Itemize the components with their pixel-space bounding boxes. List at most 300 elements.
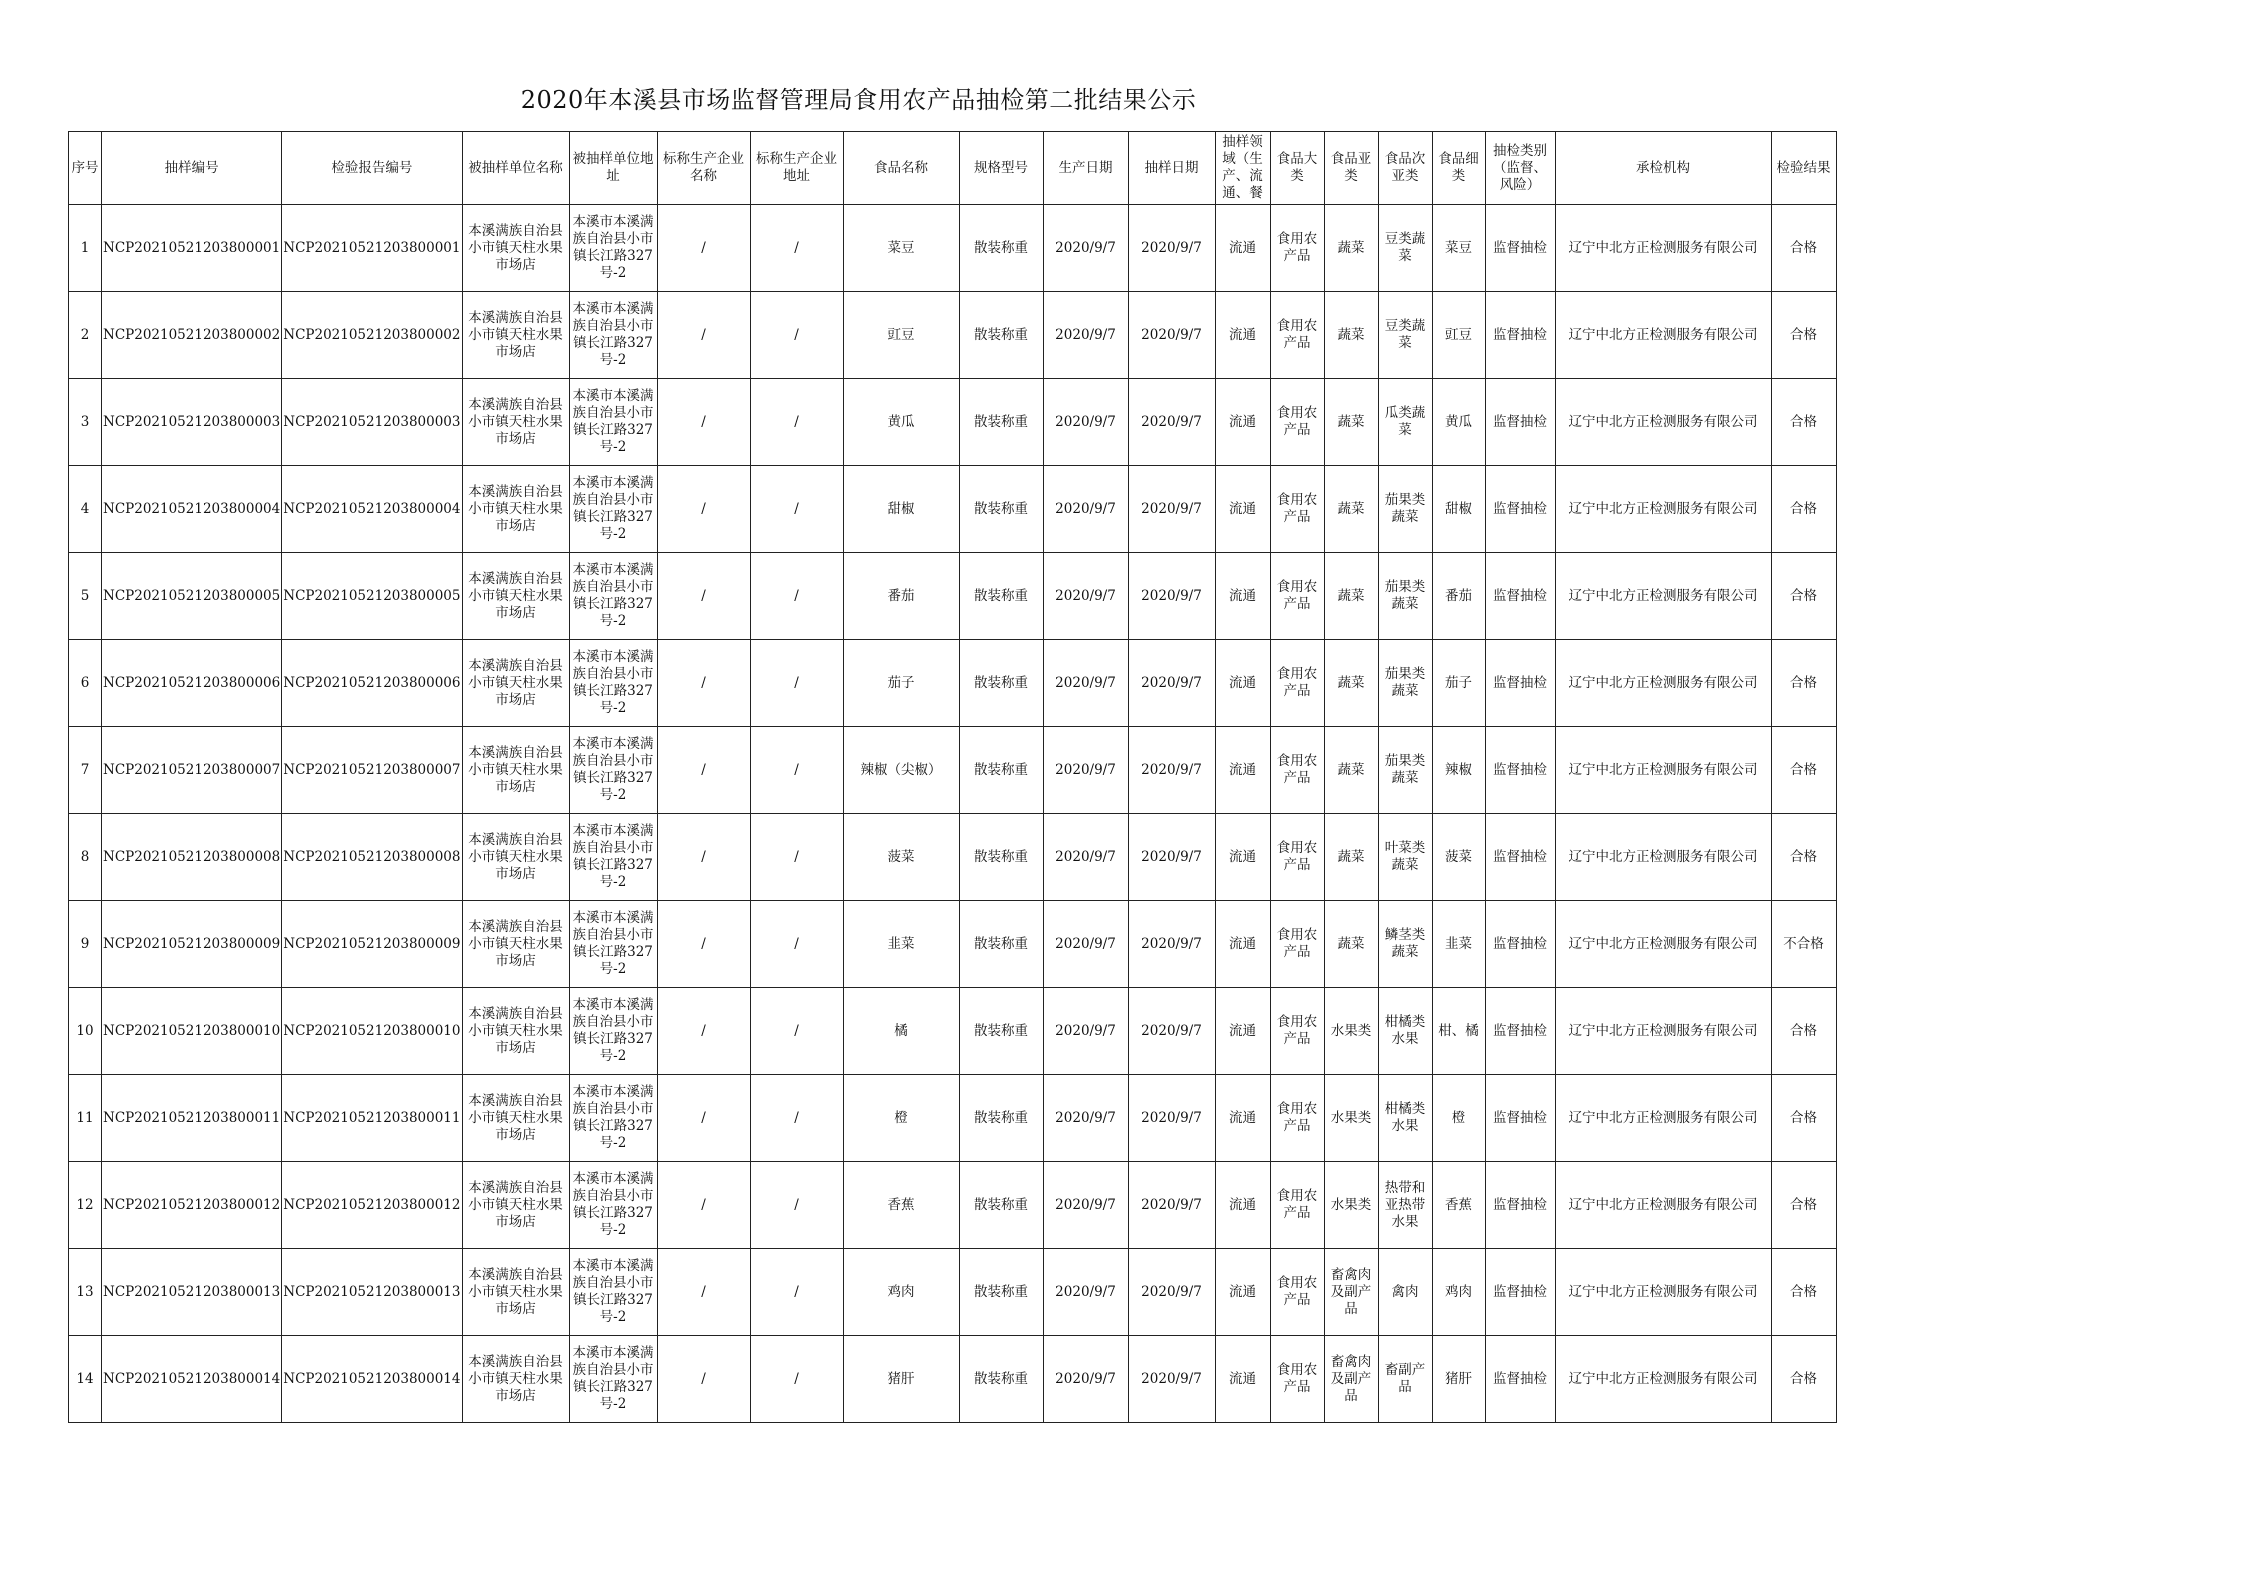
cell-cat3: 叶菜类蔬菜	[1378, 814, 1432, 901]
cell-cat3: 豆类蔬菜	[1378, 205, 1432, 292]
cell-address: 本溪市本溪满族自治县小市镇长江路327号-2	[569, 205, 657, 292]
cell-lab: 辽宁中北方正检测服务有限公司	[1555, 205, 1771, 292]
cell-cat3: 鳞茎类蔬菜	[1378, 901, 1432, 988]
cell-food: 番茄	[843, 553, 959, 640]
cell-domain: 流通	[1215, 466, 1270, 553]
table-row	[69, 1336, 1837, 1423]
cell-mfr: /	[657, 1075, 750, 1162]
cell-sample-date: 2020/9/7	[1128, 1075, 1215, 1162]
cell-cat3: 茄果类蔬菜	[1378, 466, 1432, 553]
cell-cat1: 食用农产品	[1270, 553, 1324, 640]
cell-type: 监督抽检	[1485, 292, 1555, 379]
cell-food: 菠菜	[843, 814, 959, 901]
cell-unit: 本溪满族自治县小市镇天柱水果市场店	[462, 1162, 569, 1249]
cell-seq: 3	[69, 379, 102, 466]
cell-mfr: /	[657, 205, 750, 292]
cell-sample-no: NCP20210521203800007	[102, 727, 282, 814]
cell-mfr: /	[657, 640, 750, 727]
cell-spec: 散装称重	[959, 553, 1043, 640]
cell-domain: 流通	[1215, 727, 1270, 814]
cell-seq: 8	[69, 814, 102, 901]
cell-type: 监督抽检	[1485, 1336, 1555, 1423]
cell-report-no: NCP20210521203800009	[282, 901, 462, 988]
column-header-mfr: 标称生产企业名称	[657, 132, 750, 205]
cell-result: 不合格	[1771, 901, 1836, 988]
results-table	[68, 131, 1837, 1423]
cell-domain: 流通	[1215, 292, 1270, 379]
cell-prod-date: 2020/9/7	[1043, 205, 1128, 292]
cell-lab: 辽宁中北方正检测服务有限公司	[1555, 640, 1771, 727]
cell-cat2: 水果类	[1324, 1075, 1378, 1162]
cell-cat1: 食用农产品	[1270, 1336, 1324, 1423]
cell-cat4: 菠菜	[1432, 814, 1485, 901]
cell-cat2: 畜禽肉及副产品	[1324, 1249, 1378, 1336]
cell-sample-date: 2020/9/7	[1128, 466, 1215, 553]
table-row	[69, 466, 1837, 553]
cell-cat1: 食用农产品	[1270, 640, 1324, 727]
cell-cat1: 食用农产品	[1270, 205, 1324, 292]
cell-unit: 本溪满族自治县小市镇天柱水果市场店	[462, 640, 569, 727]
cell-unit: 本溪满族自治县小市镇天柱水果市场店	[462, 1249, 569, 1336]
cell-sample-date: 2020/9/7	[1128, 1249, 1215, 1336]
cell-lab: 辽宁中北方正检测服务有限公司	[1555, 553, 1771, 640]
table-row	[69, 814, 1837, 901]
cell-seq: 4	[69, 466, 102, 553]
cell-cat2: 畜禽肉及副产品	[1324, 1336, 1378, 1423]
cell-mfr-addr: /	[750, 553, 843, 640]
cell-spec: 散装称重	[959, 1075, 1043, 1162]
column-header-type: 抽检类别（监督、风险）	[1485, 132, 1555, 205]
cell-domain: 流通	[1215, 988, 1270, 1075]
cell-type: 监督抽检	[1485, 640, 1555, 727]
cell-cat1: 食用农产品	[1270, 1075, 1324, 1162]
cell-food: 辣椒（尖椒）	[843, 727, 959, 814]
column-header-report-no: 检验报告编号	[282, 132, 462, 205]
cell-lab: 辽宁中北方正检测服务有限公司	[1555, 727, 1771, 814]
column-header-cat4: 食品细类	[1432, 132, 1485, 205]
cell-report-no: NCP20210521203800001	[282, 205, 462, 292]
cell-cat2: 水果类	[1324, 1162, 1378, 1249]
cell-prod-date: 2020/9/7	[1043, 379, 1128, 466]
cell-domain: 流通	[1215, 1336, 1270, 1423]
cell-unit: 本溪满族自治县小市镇天柱水果市场店	[462, 988, 569, 1075]
cell-prod-date: 2020/9/7	[1043, 1249, 1128, 1336]
cell-cat1: 食用农产品	[1270, 727, 1324, 814]
cell-cat4: 番茄	[1432, 553, 1485, 640]
cell-seq: 5	[69, 553, 102, 640]
cell-prod-date: 2020/9/7	[1043, 1336, 1128, 1423]
cell-food: 豇豆	[843, 292, 959, 379]
table-body	[69, 205, 1837, 1423]
cell-report-no: NCP20210521203800010	[282, 988, 462, 1075]
cell-mfr: /	[657, 553, 750, 640]
cell-unit: 本溪满族自治县小市镇天柱水果市场店	[462, 292, 569, 379]
cell-lab: 辽宁中北方正检测服务有限公司	[1555, 379, 1771, 466]
cell-cat1: 食用农产品	[1270, 292, 1324, 379]
cell-cat4: 猪肝	[1432, 1336, 1485, 1423]
cell-domain: 流通	[1215, 814, 1270, 901]
cell-mfr-addr: /	[750, 1336, 843, 1423]
cell-spec: 散装称重	[959, 466, 1043, 553]
table-row	[69, 1075, 1837, 1162]
cell-result: 合格	[1771, 988, 1836, 1075]
cell-mfr-addr: /	[750, 292, 843, 379]
column-header-cat3: 食品次亚类	[1378, 132, 1432, 205]
cell-food: 黄瓜	[843, 379, 959, 466]
cell-mfr: /	[657, 1336, 750, 1423]
cell-cat3: 茄果类蔬菜	[1378, 640, 1432, 727]
cell-unit: 本溪满族自治县小市镇天柱水果市场店	[462, 727, 569, 814]
cell-mfr-addr: /	[750, 901, 843, 988]
cell-cat2: 蔬菜	[1324, 814, 1378, 901]
cell-spec: 散装称重	[959, 901, 1043, 988]
table-header	[69, 132, 1837, 205]
cell-type: 监督抽检	[1485, 553, 1555, 640]
cell-prod-date: 2020/9/7	[1043, 988, 1128, 1075]
header-row	[69, 132, 1837, 205]
cell-report-no: NCP20210521203800006	[282, 640, 462, 727]
cell-address: 本溪市本溪满族自治县小市镇长江路327号-2	[569, 466, 657, 553]
cell-cat3: 瓜类蔬菜	[1378, 379, 1432, 466]
cell-cat3: 豆类蔬菜	[1378, 292, 1432, 379]
cell-cat3: 茄果类蔬菜	[1378, 727, 1432, 814]
cell-prod-date: 2020/9/7	[1043, 1162, 1128, 1249]
cell-food: 韭菜	[843, 901, 959, 988]
cell-prod-date: 2020/9/7	[1043, 814, 1128, 901]
cell-sample-no: NCP20210521203800001	[102, 205, 282, 292]
cell-spec: 散装称重	[959, 727, 1043, 814]
table-row	[69, 727, 1837, 814]
cell-type: 监督抽检	[1485, 205, 1555, 292]
cell-mfr-addr: /	[750, 814, 843, 901]
cell-food: 菜豆	[843, 205, 959, 292]
cell-address: 本溪市本溪满族自治县小市镇长江路327号-2	[569, 1075, 657, 1162]
cell-cat4: 菜豆	[1432, 205, 1485, 292]
cell-result: 合格	[1771, 379, 1836, 466]
cell-food: 甜椒	[843, 466, 959, 553]
cell-lab: 辽宁中北方正检测服务有限公司	[1555, 1075, 1771, 1162]
cell-result: 合格	[1771, 1162, 1836, 1249]
cell-unit: 本溪满族自治县小市镇天柱水果市场店	[462, 205, 569, 292]
cell-unit: 本溪满族自治县小市镇天柱水果市场店	[462, 379, 569, 466]
cell-cat1: 食用农产品	[1270, 466, 1324, 553]
cell-sample-no: NCP20210521203800008	[102, 814, 282, 901]
cell-cat1: 食用农产品	[1270, 379, 1324, 466]
cell-lab: 辽宁中北方正检测服务有限公司	[1555, 901, 1771, 988]
cell-prod-date: 2020/9/7	[1043, 727, 1128, 814]
cell-prod-date: 2020/9/7	[1043, 553, 1128, 640]
cell-mfr-addr: /	[750, 1162, 843, 1249]
cell-spec: 散装称重	[959, 1336, 1043, 1423]
cell-sample-date: 2020/9/7	[1128, 1336, 1215, 1423]
cell-address: 本溪市本溪满族自治县小市镇长江路327号-2	[569, 1162, 657, 1249]
cell-prod-date: 2020/9/7	[1043, 1075, 1128, 1162]
table-row	[69, 553, 1837, 640]
column-header-address: 被抽样单位地址	[569, 132, 657, 205]
cell-address: 本溪市本溪满族自治县小市镇长江路327号-2	[569, 727, 657, 814]
cell-sample-no: NCP20210521203800005	[102, 553, 282, 640]
cell-address: 本溪市本溪满族自治县小市镇长江路327号-2	[569, 814, 657, 901]
table-row	[69, 988, 1837, 1075]
cell-lab: 辽宁中北方正检测服务有限公司	[1555, 1162, 1771, 1249]
cell-unit: 本溪满族自治县小市镇天柱水果市场店	[462, 901, 569, 988]
cell-address: 本溪市本溪满族自治县小市镇长江路327号-2	[569, 1249, 657, 1336]
cell-sample-no: NCP20210521203800004	[102, 466, 282, 553]
cell-spec: 散装称重	[959, 292, 1043, 379]
cell-unit: 本溪满族自治县小市镇天柱水果市场店	[462, 814, 569, 901]
column-header-lab: 承检机构	[1555, 132, 1771, 205]
cell-cat1: 食用农产品	[1270, 901, 1324, 988]
cell-address: 本溪市本溪满族自治县小市镇长江路327号-2	[569, 901, 657, 988]
cell-sample-no: NCP20210521203800012	[102, 1162, 282, 1249]
cell-seq: 6	[69, 640, 102, 727]
cell-cat3: 禽肉	[1378, 1249, 1432, 1336]
cell-food: 茄子	[843, 640, 959, 727]
cell-report-no: NCP20210521203800004	[282, 466, 462, 553]
cell-report-no: NCP20210521203800014	[282, 1336, 462, 1423]
cell-mfr-addr: /	[750, 466, 843, 553]
cell-sample-date: 2020/9/7	[1128, 640, 1215, 727]
cell-mfr: /	[657, 466, 750, 553]
cell-cat1: 食用农产品	[1270, 814, 1324, 901]
cell-spec: 散装称重	[959, 988, 1043, 1075]
cell-spec: 散装称重	[959, 379, 1043, 466]
cell-spec: 散装称重	[959, 205, 1043, 292]
column-header-food: 食品名称	[843, 132, 959, 205]
cell-cat2: 蔬菜	[1324, 379, 1378, 466]
cell-seq: 13	[69, 1249, 102, 1336]
cell-sample-date: 2020/9/7	[1128, 901, 1215, 988]
cell-cat3: 柑橘类水果	[1378, 988, 1432, 1075]
table-row	[69, 379, 1837, 466]
cell-cat2: 蔬菜	[1324, 292, 1378, 379]
column-header-cat1: 食品大类	[1270, 132, 1324, 205]
cell-sample-date: 2020/9/7	[1128, 814, 1215, 901]
cell-cat1: 食用农产品	[1270, 1162, 1324, 1249]
cell-type: 监督抽检	[1485, 1162, 1555, 1249]
table-row	[69, 1162, 1837, 1249]
cell-seq: 9	[69, 901, 102, 988]
cell-domain: 流通	[1215, 205, 1270, 292]
cell-mfr: /	[657, 1162, 750, 1249]
table-row	[69, 1249, 1837, 1336]
cell-cat4: 鸡肉	[1432, 1249, 1485, 1336]
page-title: 2020年本溪县市场监督管理局食用农产品抽检第二批结果公示	[520, 86, 1197, 114]
cell-sample-no: NCP20210521203800011	[102, 1075, 282, 1162]
cell-cat4: 黄瓜	[1432, 379, 1485, 466]
cell-cat2: 蔬菜	[1324, 466, 1378, 553]
cell-prod-date: 2020/9/7	[1043, 640, 1128, 727]
cell-sample-no: NCP20210521203800009	[102, 901, 282, 988]
cell-seq: 2	[69, 292, 102, 379]
cell-prod-date: 2020/9/7	[1043, 292, 1128, 379]
cell-unit: 本溪满族自治县小市镇天柱水果市场店	[462, 1075, 569, 1162]
cell-mfr-addr: /	[750, 205, 843, 292]
cell-sample-no: NCP20210521203800013	[102, 1249, 282, 1336]
cell-cat4: 香蕉	[1432, 1162, 1485, 1249]
cell-lab: 辽宁中北方正检测服务有限公司	[1555, 1336, 1771, 1423]
cell-lab: 辽宁中北方正检测服务有限公司	[1555, 988, 1771, 1075]
cell-mfr-addr: /	[750, 727, 843, 814]
cell-food: 橘	[843, 988, 959, 1075]
cell-cat2: 水果类	[1324, 988, 1378, 1075]
cell-mfr: /	[657, 988, 750, 1075]
cell-seq: 11	[69, 1075, 102, 1162]
column-header-seq: 序号	[69, 132, 102, 205]
cell-spec: 散装称重	[959, 814, 1043, 901]
column-header-unit: 被抽样单位名称	[462, 132, 569, 205]
cell-cat4: 茄子	[1432, 640, 1485, 727]
cell-sample-no: NCP20210521203800003	[102, 379, 282, 466]
cell-cat2: 蔬菜	[1324, 901, 1378, 988]
column-header-domain: 抽样领域（生产、流通、餐	[1215, 132, 1270, 205]
cell-food: 猪肝	[843, 1336, 959, 1423]
cell-cat4: 甜椒	[1432, 466, 1485, 553]
cell-result: 合格	[1771, 1075, 1836, 1162]
cell-mfr: /	[657, 292, 750, 379]
cell-domain: 流通	[1215, 1075, 1270, 1162]
cell-spec: 散装称重	[959, 1162, 1043, 1249]
cell-sample-no: NCP20210521203800010	[102, 988, 282, 1075]
cell-report-no: NCP20210521203800002	[282, 292, 462, 379]
cell-type: 监督抽检	[1485, 901, 1555, 988]
column-header-mfr-addr: 标称生产企业地址	[750, 132, 843, 205]
cell-report-no: NCP20210521203800005	[282, 553, 462, 640]
cell-sample-date: 2020/9/7	[1128, 727, 1215, 814]
cell-type: 监督抽检	[1485, 727, 1555, 814]
table-row	[69, 205, 1837, 292]
cell-lab: 辽宁中北方正检测服务有限公司	[1555, 1249, 1771, 1336]
cell-result: 合格	[1771, 814, 1836, 901]
cell-type: 监督抽检	[1485, 1249, 1555, 1336]
cell-cat3: 热带和亚热带水果	[1378, 1162, 1432, 1249]
cell-result: 合格	[1771, 292, 1836, 379]
cell-mfr: /	[657, 379, 750, 466]
cell-sample-date: 2020/9/7	[1128, 1162, 1215, 1249]
cell-sample-date: 2020/9/7	[1128, 292, 1215, 379]
cell-lab: 辽宁中北方正检测服务有限公司	[1555, 814, 1771, 901]
cell-spec: 散装称重	[959, 1249, 1043, 1336]
cell-cat2: 蔬菜	[1324, 640, 1378, 727]
cell-unit: 本溪满族自治县小市镇天柱水果市场店	[462, 1336, 569, 1423]
cell-domain: 流通	[1215, 640, 1270, 727]
cell-mfr: /	[657, 1249, 750, 1336]
column-header-sample-no: 抽样编号	[102, 132, 282, 205]
cell-cat3: 茄果类蔬菜	[1378, 553, 1432, 640]
cell-mfr: /	[657, 901, 750, 988]
cell-domain: 流通	[1215, 1162, 1270, 1249]
cell-mfr: /	[657, 727, 750, 814]
cell-mfr-addr: /	[750, 640, 843, 727]
cell-cat3: 畜副产品	[1378, 1336, 1432, 1423]
cell-result: 合格	[1771, 553, 1836, 640]
cell-result: 合格	[1771, 640, 1836, 727]
cell-address: 本溪市本溪满族自治县小市镇长江路327号-2	[569, 553, 657, 640]
cell-mfr: /	[657, 814, 750, 901]
table-row	[69, 640, 1837, 727]
cell-sample-date: 2020/9/7	[1128, 205, 1215, 292]
table-row	[69, 292, 1837, 379]
cell-seq: 14	[69, 1336, 102, 1423]
cell-domain: 流通	[1215, 553, 1270, 640]
cell-seq: 1	[69, 205, 102, 292]
cell-address: 本溪市本溪满族自治县小市镇长江路327号-2	[569, 988, 657, 1075]
cell-cat2: 蔬菜	[1324, 553, 1378, 640]
cell-food: 橙	[843, 1075, 959, 1162]
cell-sample-no: NCP20210521203800002	[102, 292, 282, 379]
cell-mfr-addr: /	[750, 988, 843, 1075]
cell-domain: 流通	[1215, 901, 1270, 988]
cell-spec: 散装称重	[959, 640, 1043, 727]
cell-food: 香蕉	[843, 1162, 959, 1249]
cell-mfr-addr: /	[750, 1075, 843, 1162]
cell-address: 本溪市本溪满族自治县小市镇长江路327号-2	[569, 379, 657, 466]
table-row	[69, 901, 1837, 988]
cell-result: 合格	[1771, 1249, 1836, 1336]
cell-mfr-addr: /	[750, 1249, 843, 1336]
cell-food: 鸡肉	[843, 1249, 959, 1336]
column-header-cat2: 食品亚类	[1324, 132, 1378, 205]
cell-report-no: NCP20210521203800007	[282, 727, 462, 814]
cell-cat4: 橙	[1432, 1075, 1485, 1162]
cell-sample-date: 2020/9/7	[1128, 553, 1215, 640]
column-header-prod-date: 生产日期	[1043, 132, 1128, 205]
cell-sample-no: NCP20210521203800014	[102, 1336, 282, 1423]
cell-sample-no: NCP20210521203800006	[102, 640, 282, 727]
cell-report-no: NCP20210521203800008	[282, 814, 462, 901]
cell-type: 监督抽检	[1485, 379, 1555, 466]
cell-cat4: 辣椒	[1432, 727, 1485, 814]
cell-prod-date: 2020/9/7	[1043, 901, 1128, 988]
cell-prod-date: 2020/9/7	[1043, 466, 1128, 553]
cell-seq: 12	[69, 1162, 102, 1249]
cell-lab: 辽宁中北方正检测服务有限公司	[1555, 292, 1771, 379]
cell-result: 合格	[1771, 1336, 1836, 1423]
cell-cat1: 食用农产品	[1270, 1249, 1324, 1336]
cell-address: 本溪市本溪满族自治县小市镇长江路327号-2	[569, 292, 657, 379]
column-header-spec: 规格型号	[959, 132, 1043, 205]
cell-report-no: NCP20210521203800003	[282, 379, 462, 466]
cell-lab: 辽宁中北方正检测服务有限公司	[1555, 466, 1771, 553]
column-header-result: 检验结果	[1771, 132, 1836, 205]
cell-type: 监督抽检	[1485, 1075, 1555, 1162]
cell-report-no: NCP20210521203800013	[282, 1249, 462, 1336]
cell-report-no: NCP20210521203800012	[282, 1162, 462, 1249]
cell-cat3: 柑橘类水果	[1378, 1075, 1432, 1162]
cell-domain: 流通	[1215, 379, 1270, 466]
cell-cat4: 韭菜	[1432, 901, 1485, 988]
cell-sample-date: 2020/9/7	[1128, 379, 1215, 466]
cell-cat2: 蔬菜	[1324, 727, 1378, 814]
cell-cat1: 食用农产品	[1270, 988, 1324, 1075]
cell-type: 监督抽检	[1485, 988, 1555, 1075]
cell-unit: 本溪满族自治县小市镇天柱水果市场店	[462, 553, 569, 640]
cell-type: 监督抽检	[1485, 466, 1555, 553]
cell-cat4: 柑、橘	[1432, 988, 1485, 1075]
cell-unit: 本溪满族自治县小市镇天柱水果市场店	[462, 466, 569, 553]
cell-address: 本溪市本溪满族自治县小市镇长江路327号-2	[569, 1336, 657, 1423]
cell-cat4: 豇豆	[1432, 292, 1485, 379]
cell-cat2: 蔬菜	[1324, 205, 1378, 292]
cell-report-no: NCP20210521203800011	[282, 1075, 462, 1162]
cell-result: 合格	[1771, 205, 1836, 292]
cell-seq: 7	[69, 727, 102, 814]
cell-mfr-addr: /	[750, 379, 843, 466]
cell-result: 合格	[1771, 727, 1836, 814]
column-header-sample-date: 抽样日期	[1128, 132, 1215, 205]
cell-seq: 10	[69, 988, 102, 1075]
cell-domain: 流通	[1215, 1249, 1270, 1336]
